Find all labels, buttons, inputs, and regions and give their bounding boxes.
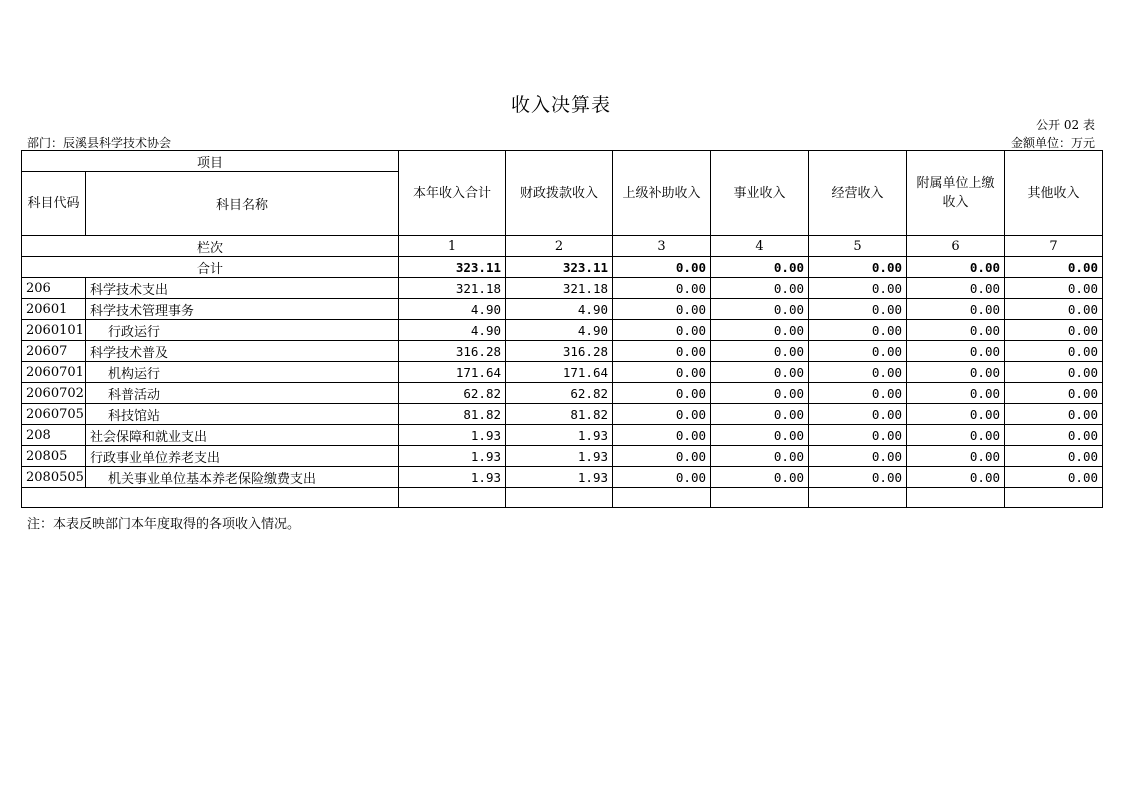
- subject-name: 科技馆站: [86, 404, 399, 425]
- column-sequence-label: 栏次: [22, 236, 399, 257]
- amount-cell: 0.00: [907, 278, 1005, 299]
- amount-cell: 4.90: [506, 320, 613, 341]
- subject-name: 科学技术普及: [86, 341, 399, 362]
- amount-cell: 0.00: [711, 278, 809, 299]
- amount-cell: 0.00: [711, 341, 809, 362]
- amount-cell: 0.00: [1005, 446, 1103, 467]
- total-value: 323.11: [506, 257, 613, 278]
- amount-cell: 0.00: [907, 383, 1005, 404]
- amount-cell: 0.00: [809, 299, 907, 320]
- column-sequence-number: 2: [506, 236, 613, 257]
- total-row: [22, 257, 1103, 278]
- table-row: [22, 320, 1103, 341]
- amount-cell: 0.00: [613, 467, 711, 488]
- amount-cell: 1.93: [506, 467, 613, 488]
- header-col-3: 上级补助收入: [613, 151, 711, 236]
- amount-cell: 4.90: [399, 299, 506, 320]
- amount-cell: 316.28: [399, 341, 506, 362]
- amount-cell: 0.00: [613, 383, 711, 404]
- amount-cell: 0.00: [907, 341, 1005, 362]
- income-statement-table: [21, 150, 1103, 508]
- amount-cell: 0.00: [809, 446, 907, 467]
- footnote: 注：本表反映部门本年度取得的各项收入情况。: [27, 517, 301, 532]
- header-col-6: 附属单位上缴收入: [907, 151, 1005, 236]
- header-project: 项目: [22, 151, 399, 172]
- subject-code: 2080505: [22, 467, 86, 488]
- header-col-7: 其他收入: [1005, 151, 1103, 236]
- amount-cell: 0.00: [1005, 425, 1103, 446]
- amount-cell: 0.00: [613, 341, 711, 362]
- amount-cell: 0.00: [907, 467, 1005, 488]
- column-sequence-number: 1: [399, 236, 506, 257]
- header-col-2: 财政拨款收入: [506, 151, 613, 236]
- total-value: 323.11: [399, 257, 506, 278]
- amount-cell: 0.00: [907, 362, 1005, 383]
- amount-cell: 0.00: [613, 278, 711, 299]
- subject-code: 2060702: [22, 383, 86, 404]
- amount-cell: 1.93: [506, 425, 613, 446]
- amount-cell: 0.00: [907, 320, 1005, 341]
- amount-cell: 62.82: [506, 383, 613, 404]
- total-value: 0.00: [1005, 257, 1103, 278]
- amount-cell: 0.00: [711, 299, 809, 320]
- subject-code: 20607: [22, 341, 86, 362]
- column-sequence-number: 6: [907, 236, 1005, 257]
- amount-cell: 0.00: [711, 320, 809, 341]
- amount-cell: 0.00: [809, 278, 907, 299]
- amount-cell: 1.93: [506, 446, 613, 467]
- blank-row: [22, 488, 1103, 508]
- blank-cell: [1005, 488, 1103, 508]
- blank-cell: [809, 488, 907, 508]
- table-row: [22, 425, 1103, 446]
- table-row: [22, 299, 1103, 320]
- subject-code: 208: [22, 425, 86, 446]
- amount-cell: 321.18: [506, 278, 613, 299]
- amount-cell: 0.00: [1005, 383, 1103, 404]
- amount-cell: 0.00: [809, 320, 907, 341]
- table-row: [22, 383, 1103, 404]
- total-label: 合计: [22, 257, 399, 278]
- amount-cell: 0.00: [711, 383, 809, 404]
- header-code: 科目代码: [22, 172, 86, 236]
- subject-name: 机构运行: [86, 362, 399, 383]
- amount-cell: 1.93: [399, 446, 506, 467]
- blank-cell: [399, 488, 506, 508]
- table-row: [22, 278, 1103, 299]
- column-sequence-number: 5: [809, 236, 907, 257]
- subject-name: 科普活动: [86, 383, 399, 404]
- amount-cell: 0.00: [711, 425, 809, 446]
- subject-code: 2060705: [22, 404, 86, 425]
- total-value: 0.00: [711, 257, 809, 278]
- amount-cell: 0.00: [1005, 299, 1103, 320]
- amount-cell: 0.00: [613, 320, 711, 341]
- report-title: 收入决算表: [510, 94, 611, 116]
- column-sequence-number: 7: [1005, 236, 1103, 257]
- blank-cell: [506, 488, 613, 508]
- amount-cell: 4.90: [506, 299, 613, 320]
- amount-cell: 321.18: [399, 278, 506, 299]
- header-name: 科目名称: [86, 172, 399, 236]
- subject-code: 206: [22, 278, 86, 299]
- amount-cell: 171.64: [506, 362, 613, 383]
- form-number: 公开 02 表: [1036, 118, 1095, 132]
- amount-cell: 0.00: [907, 299, 1005, 320]
- subject-name: 科学技术支出: [86, 278, 399, 299]
- amount-cell: 4.90: [399, 320, 506, 341]
- blank-cell: [22, 488, 399, 508]
- amount-cell: 0.00: [711, 404, 809, 425]
- blank-cell: [711, 488, 809, 508]
- amount-cell: 0.00: [809, 404, 907, 425]
- amount-cell: 0.00: [1005, 278, 1103, 299]
- amount-cell: 0.00: [711, 446, 809, 467]
- amount-cell: 0.00: [809, 467, 907, 488]
- amount-cell: 0.00: [613, 362, 711, 383]
- subject-name: 科学技术管理事务: [86, 299, 399, 320]
- amount-cell: 0.00: [1005, 362, 1103, 383]
- total-value: 0.00: [613, 257, 711, 278]
- table-row: [22, 467, 1103, 488]
- subject-code: 2060101: [22, 320, 86, 341]
- amount-cell: 1.93: [399, 467, 506, 488]
- column-sequence-row: [22, 236, 1103, 257]
- amount-cell: 0.00: [711, 467, 809, 488]
- amount-unit-label: 金额单位：万元: [1010, 136, 1095, 150]
- total-value: 0.00: [907, 257, 1005, 278]
- amount-cell: 0.00: [613, 404, 711, 425]
- subject-code: 2060701: [22, 362, 86, 383]
- amount-cell: 0.00: [809, 341, 907, 362]
- subject-name: 行政运行: [86, 320, 399, 341]
- column-sequence-number: 3: [613, 236, 711, 257]
- table-row: [22, 362, 1103, 383]
- amount-cell: 0.00: [613, 446, 711, 467]
- amount-cell: 0.00: [809, 425, 907, 446]
- amount-cell: 0.00: [711, 362, 809, 383]
- table-row: [22, 446, 1103, 467]
- amount-cell: 0.00: [1005, 320, 1103, 341]
- amount-cell: 81.82: [506, 404, 613, 425]
- blank-cell: [907, 488, 1005, 508]
- amount-cell: 316.28: [506, 341, 613, 362]
- amount-cell: 0.00: [907, 425, 1005, 446]
- amount-cell: 1.93: [399, 425, 506, 446]
- table-row: [22, 341, 1103, 362]
- subject-name: 机关事业单位基本养老保险缴费支出: [86, 467, 399, 488]
- amount-cell: 0.00: [1005, 467, 1103, 488]
- table-row: [22, 404, 1103, 425]
- subject-name: 行政事业单位养老支出: [86, 446, 399, 467]
- amount-cell: 0.00: [907, 404, 1005, 425]
- blank-cell: [613, 488, 711, 508]
- header-col-5: 经营收入: [809, 151, 907, 236]
- amount-cell: 0.00: [907, 446, 1005, 467]
- total-value: 0.00: [809, 257, 907, 278]
- subject-code: 20601: [22, 299, 86, 320]
- subject-name: 社会保障和就业支出: [86, 425, 399, 446]
- header-col-1: 本年收入合计: [399, 151, 506, 236]
- header-col-4: 事业收入: [711, 151, 809, 236]
- department-label: 部门：辰溪县科学技术协会: [27, 136, 172, 150]
- column-sequence-number: 4: [711, 236, 809, 257]
- amount-cell: 0.00: [613, 425, 711, 446]
- amount-cell: 81.82: [399, 404, 506, 425]
- amount-cell: 171.64: [399, 362, 506, 383]
- amount-cell: 62.82: [399, 383, 506, 404]
- subject-code: 20805: [22, 446, 86, 467]
- amount-cell: 0.00: [613, 299, 711, 320]
- amount-cell: 0.00: [809, 383, 907, 404]
- amount-cell: 0.00: [1005, 404, 1103, 425]
- amount-cell: 0.00: [809, 362, 907, 383]
- amount-cell: 0.00: [1005, 341, 1103, 362]
